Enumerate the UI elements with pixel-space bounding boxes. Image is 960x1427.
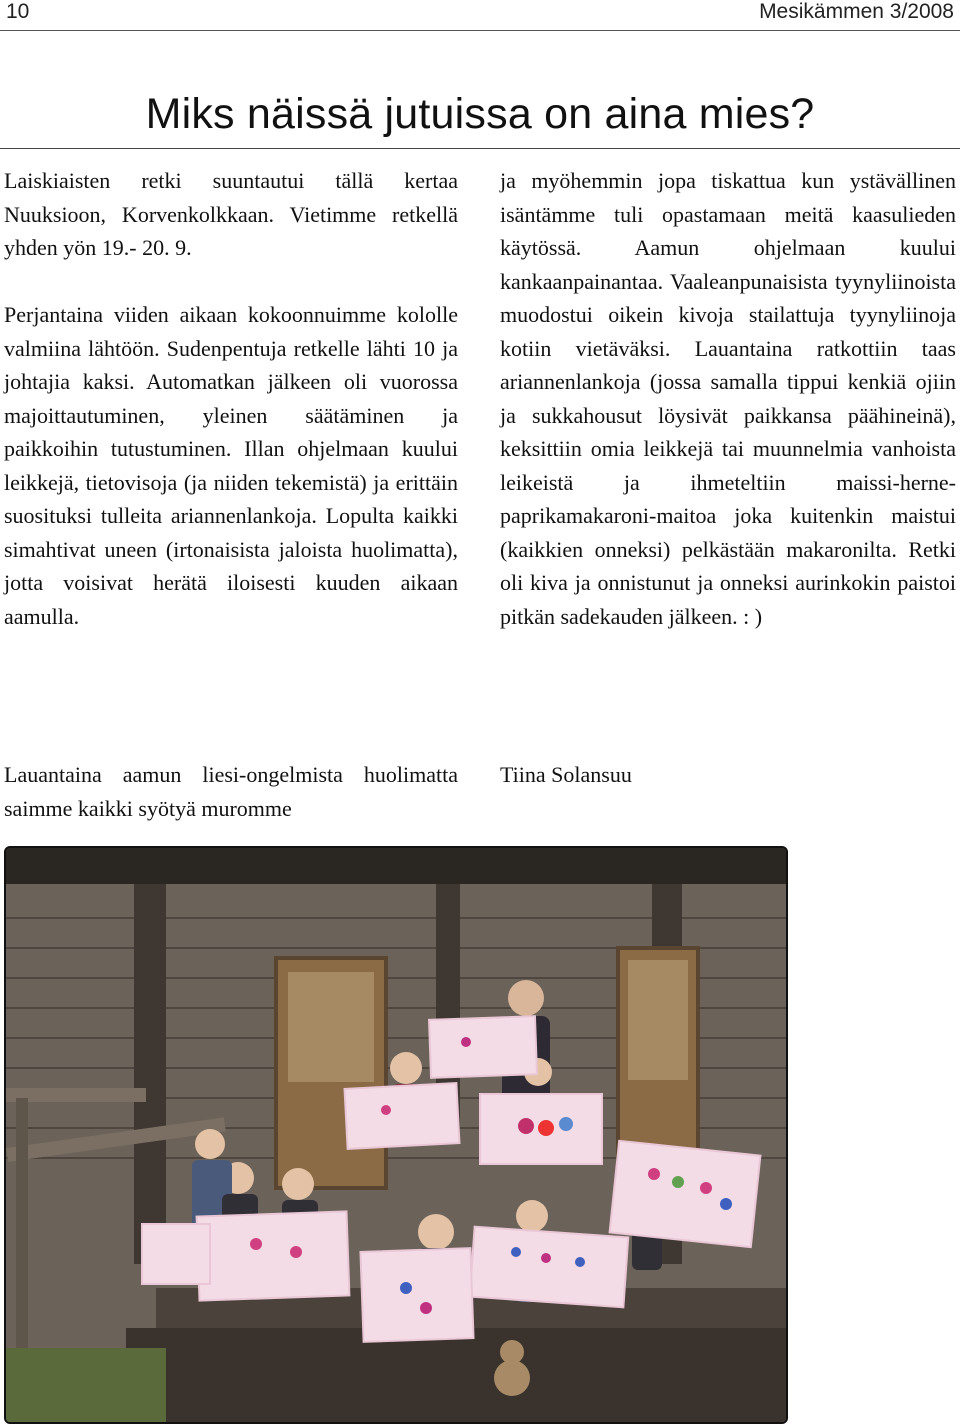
page-header [0,0,960,30]
paragraph-intro: Laiskiaisten retki suuntautui tällä kertaa Nuuksioon, Korvenkolkkaan. Vietimme retkellä yhden yön 19.- 20. 9. [4,168,458,260]
publication-title: Mesikämmen 3/2008 [759,0,954,23]
author-signature: Tiina Solansuu [500,762,632,787]
right-column [500,164,956,633]
page-number: 10 [6,0,30,23]
left-column [4,164,458,633]
header-divider [0,30,960,31]
paragraph-breakfast: Lauantaina aamun liesi-ongelmista huolimatta saimme kaikki syötyä muromme [4,762,458,821]
left-column-bottom [4,758,458,825]
paragraph-saturday: ja myöhemmin jopa tiskattua kun ystävällinen isäntämme tuli opastamaan meitä kaasulieden käytössä. Aamun ohjelmaan kuului kankaanpainantaa. Vaaleanpunaisista tyynyliinoista muodostui oikein kivoja stailattuja tyynyliinoja kotiin vietäväksi. Lauantaina ratkottiin taas ariannenlankoja (jossa samalla tippui kenkiä ojiin ja sukkahousut löysivät paikkansa päähineinä), keksittiin omia leikkejä tai muunnelmia vanhoista leikeistä ja ihmeteltiin maissi-herne-paprikamakaroni-maitoa joka kuitenkin maistui (kaikkien onneksi) pelkästään makaronilta. Retki oli kiva ja onnistunut ja onneksi aurinkokin paistoi pitkän sadekauden jälkeen. : ) [500,168,956,629]
title-divider [0,148,960,149]
group-photo-illustration [6,848,786,1422]
article-title: Miks näissä jutuissa on aina mies? [145,90,815,138]
group-photo [4,846,788,1424]
paragraph-friday: Perjantaina viiden aikaan kokoonnuimme kololle valmiina lähtöön. Sudenpentuja retkelle lähti 10 ja johtajia kaksi. Automatkan jälkeen oli vuorossa majoittautuminen, yleinen säätäminen ja paikkoihin tutustuminen. Illan ohjelmaan kuului leikkejä, tietovisoja (ja niiden tekemistä) ja erittäin suosituksi tulleita ariannenlankoja. Lopulta kaikki simahtivat uneen (irtonaisista jaloista huolimatta), jotta voisivat herätä iloisesti kuuden aikaan aamulla. [4,302,458,629]
